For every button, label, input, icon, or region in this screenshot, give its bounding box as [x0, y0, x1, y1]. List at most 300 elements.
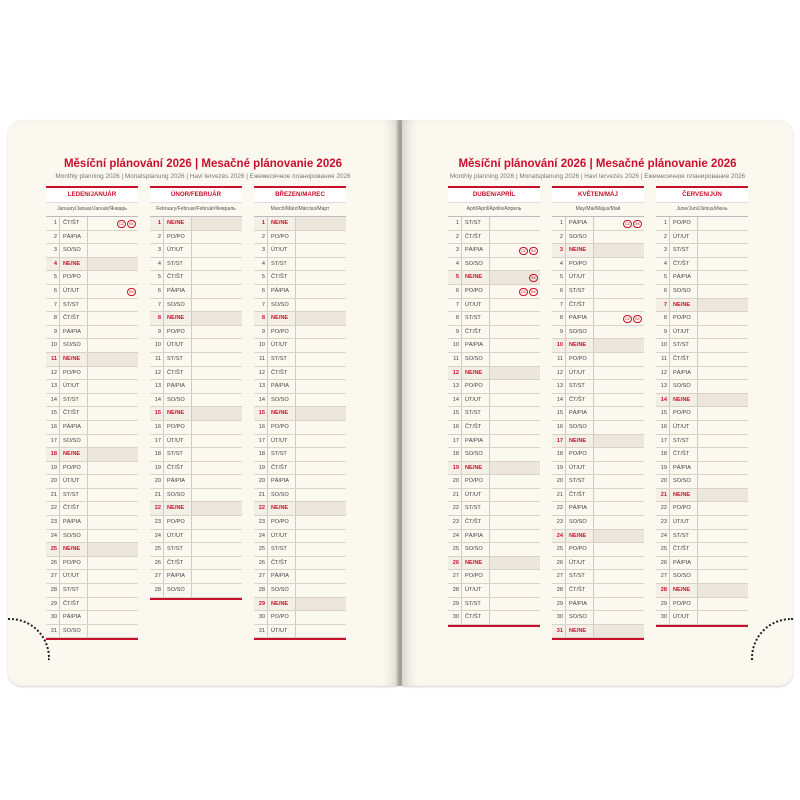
- note-cell[interactable]: [594, 326, 644, 339]
- day-number: 6: [150, 285, 164, 298]
- note-cell[interactable]: [296, 312, 346, 325]
- holiday-badge: SK: [634, 317, 640, 322]
- note-cell[interactable]: [698, 530, 748, 543]
- weekday-label: SO/SO: [670, 380, 698, 393]
- day-number: 15: [656, 407, 670, 420]
- day-number: 28: [552, 584, 566, 597]
- note-cell[interactable]: [296, 271, 346, 284]
- note-cell[interactable]: [698, 299, 748, 312]
- day-number: 15: [254, 407, 268, 420]
- weekday-label: NE/NE: [60, 353, 88, 366]
- note-cell[interactable]: [698, 339, 748, 352]
- day-number: 25: [46, 543, 60, 556]
- note-cell[interactable]: [296, 353, 346, 366]
- note-cell[interactable]: [490, 217, 540, 230]
- note-cell[interactable]: [88, 285, 138, 298]
- month-column: [448, 186, 540, 627]
- note-cell[interactable]: [88, 462, 138, 475]
- note-cell[interactable]: [192, 312, 242, 325]
- note-cell[interactable]: [88, 625, 138, 638]
- note-cell[interactable]: [594, 598, 644, 611]
- day-row: [254, 543, 346, 557]
- day-row: [656, 258, 748, 272]
- note-cell[interactable]: [296, 407, 346, 420]
- day-number: 28: [656, 584, 670, 597]
- note-cell[interactable]: [490, 543, 540, 556]
- day-row: [656, 557, 748, 571]
- note-cell[interactable]: [594, 584, 644, 597]
- note-cell[interactable]: [698, 244, 748, 257]
- note-cell[interactable]: [192, 516, 242, 529]
- note-cell[interactable]: [296, 516, 346, 529]
- day-number: 3: [254, 244, 268, 257]
- month-name: ČERVEN/JÚN: [656, 186, 748, 202]
- note-cell[interactable]: [192, 258, 242, 271]
- weekday-label: NE/NE: [60, 448, 88, 461]
- weekday-label: PÁ/PIA: [60, 611, 88, 624]
- note-cell[interactable]: [88, 380, 138, 393]
- note-cell[interactable]: [296, 299, 346, 312]
- weekday-label: SO/SO: [164, 394, 192, 407]
- weekday-label: PÁ/PIA: [60, 231, 88, 244]
- note-cell[interactable]: [296, 394, 346, 407]
- day-number: 5: [552, 271, 566, 284]
- note-cell[interactable]: [88, 598, 138, 611]
- day-number: 16: [552, 421, 566, 434]
- note-cell[interactable]: [698, 502, 748, 515]
- note-cell[interactable]: [88, 394, 138, 407]
- note-cell[interactable]: [296, 326, 346, 339]
- note-cell[interactable]: [88, 244, 138, 257]
- weekday-label: PO/PO: [670, 407, 698, 420]
- day-row: [46, 475, 138, 489]
- day-number: 18: [448, 448, 462, 461]
- note-cell[interactable]: [594, 271, 644, 284]
- note-cell[interactable]: [88, 312, 138, 325]
- note-cell[interactable]: [698, 353, 748, 366]
- note-cell[interactable]: [192, 394, 242, 407]
- day-row: [46, 394, 138, 408]
- note-cell[interactable]: [296, 462, 346, 475]
- note-cell[interactable]: [698, 312, 748, 325]
- note-cell[interactable]: [490, 285, 540, 298]
- note-cell[interactable]: [594, 516, 644, 529]
- note-cell[interactable]: [698, 611, 748, 624]
- weekday-label: SO/SO: [60, 530, 88, 543]
- day-row: [656, 394, 748, 408]
- note-cell[interactable]: [192, 584, 242, 597]
- note-cell[interactable]: [698, 380, 748, 393]
- note-cell[interactable]: [594, 231, 644, 244]
- note-cell[interactable]: [594, 475, 644, 488]
- note-cell[interactable]: [490, 326, 540, 339]
- note-cell[interactable]: [698, 462, 748, 475]
- note-cell[interactable]: [192, 339, 242, 352]
- note-cell[interactable]: [594, 557, 644, 570]
- note-cell[interactable]: [594, 421, 644, 434]
- note-cell[interactable]: [192, 244, 242, 257]
- day-number: 18: [656, 448, 670, 461]
- note-cell[interactable]: [594, 489, 644, 502]
- day-number: 26: [46, 557, 60, 570]
- day-row: [656, 570, 748, 584]
- note-cell[interactable]: [88, 516, 138, 529]
- note-cell[interactable]: [594, 217, 644, 230]
- note-cell[interactable]: [698, 231, 748, 244]
- day-row: [552, 570, 644, 584]
- note-cell[interactable]: [594, 299, 644, 312]
- day-row: [150, 258, 242, 272]
- note-cell[interactable]: [296, 244, 346, 257]
- note-cell[interactable]: [88, 489, 138, 502]
- note-cell[interactable]: [490, 584, 540, 597]
- month-bottom-rule: [552, 638, 644, 640]
- day-number: 19: [656, 462, 670, 475]
- day-number: 10: [150, 339, 164, 352]
- day-number: 24: [254, 530, 268, 543]
- note-cell[interactable]: [594, 435, 644, 448]
- note-cell[interactable]: [698, 448, 748, 461]
- weekday-label: NE/NE: [462, 557, 490, 570]
- note-cell[interactable]: [594, 448, 644, 461]
- note-cell[interactable]: [192, 217, 242, 230]
- note-cell[interactable]: [490, 394, 540, 407]
- note-cell[interactable]: [490, 353, 540, 366]
- note-cell[interactable]: [192, 353, 242, 366]
- note-cell[interactable]: [88, 258, 138, 271]
- day-number: 2: [150, 231, 164, 244]
- note-cell[interactable]: [192, 326, 242, 339]
- day-row: [150, 502, 242, 516]
- note-cell[interactable]: [490, 570, 540, 583]
- note-cell[interactable]: [490, 462, 540, 475]
- note-cell[interactable]: [296, 380, 346, 393]
- note-cell[interactable]: [594, 625, 644, 638]
- note-cell[interactable]: [490, 231, 540, 244]
- day-row: [656, 475, 748, 489]
- weekday-label: ÚT/UT: [670, 611, 698, 624]
- note-cell[interactable]: [88, 271, 138, 284]
- note-cell[interactable]: [192, 271, 242, 284]
- note-cell[interactable]: [192, 502, 242, 515]
- note-cell[interactable]: [192, 435, 242, 448]
- weekday-label: ČT/ŠT: [462, 611, 490, 624]
- note-cell[interactable]: [490, 516, 540, 529]
- note-cell[interactable]: [192, 489, 242, 502]
- note-cell[interactable]: [594, 462, 644, 475]
- note-cell[interactable]: [490, 448, 540, 461]
- note-cell[interactable]: [698, 217, 748, 230]
- day-number: 27: [448, 570, 462, 583]
- day-number: 15: [46, 407, 60, 420]
- note-cell[interactable]: [594, 312, 644, 325]
- weekday-label: ST/ST: [462, 407, 490, 420]
- note-cell[interactable]: [88, 407, 138, 420]
- month-bottom-rule: [448, 625, 540, 627]
- note-cell[interactable]: [192, 448, 242, 461]
- note-cell[interactable]: [594, 244, 644, 257]
- day-row: [448, 339, 540, 353]
- month-translations: April/April/Április/Апрель: [448, 202, 540, 217]
- note-cell[interactable]: [88, 367, 138, 380]
- weekday-label: ÚT/UT: [60, 285, 88, 298]
- note-cell[interactable]: [192, 570, 242, 583]
- day-number: 6: [448, 285, 462, 298]
- weekday-label: SO/SO: [164, 299, 192, 312]
- note-cell[interactable]: [698, 326, 748, 339]
- note-cell[interactable]: [594, 407, 644, 420]
- note-cell[interactable]: [698, 489, 748, 502]
- note-cell[interactable]: [88, 475, 138, 488]
- day-number: 9: [656, 326, 670, 339]
- day-row: [448, 407, 540, 421]
- day-number: 10: [46, 339, 60, 352]
- note-cell[interactable]: [296, 598, 346, 611]
- day-row: [46, 448, 138, 462]
- note-cell[interactable]: [88, 326, 138, 339]
- note-cell[interactable]: [698, 516, 748, 529]
- note-cell[interactable]: [594, 611, 644, 624]
- note-cell[interactable]: [88, 543, 138, 556]
- day-row: [254, 353, 346, 367]
- note-cell[interactable]: [296, 367, 346, 380]
- day-row: [150, 435, 242, 449]
- day-number: 23: [552, 516, 566, 529]
- note-cell[interactable]: [698, 285, 748, 298]
- day-number: 9: [552, 326, 566, 339]
- weekday-label: ST/ST: [164, 543, 192, 556]
- note-cell[interactable]: [192, 285, 242, 298]
- day-number: 22: [46, 502, 60, 515]
- note-cell[interactable]: [88, 421, 138, 434]
- note-cell[interactable]: [490, 435, 540, 448]
- note-cell[interactable]: [490, 530, 540, 543]
- note-cell[interactable]: [490, 421, 540, 434]
- note-cell[interactable]: [490, 367, 540, 380]
- note-cell[interactable]: [698, 543, 748, 556]
- note-cell[interactable]: [490, 502, 540, 515]
- day-row: [656, 489, 748, 503]
- note-cell[interactable]: [698, 394, 748, 407]
- note-cell[interactable]: [88, 570, 138, 583]
- note-cell[interactable]: [296, 611, 346, 624]
- note-cell[interactable]: [490, 380, 540, 393]
- note-cell[interactable]: [192, 543, 242, 556]
- note-cell[interactable]: [490, 407, 540, 420]
- note-cell[interactable]: [88, 584, 138, 597]
- day-row: [656, 530, 748, 544]
- note-cell[interactable]: [88, 353, 138, 366]
- note-cell[interactable]: [490, 598, 540, 611]
- note-cell[interactable]: [490, 475, 540, 488]
- note-cell[interactable]: [192, 407, 242, 420]
- day-row: [448, 475, 540, 489]
- day-row: [448, 435, 540, 449]
- weekday-label: ČT/ŠT: [268, 462, 296, 475]
- day-number: 30: [656, 611, 670, 624]
- day-row: [254, 502, 346, 516]
- note-cell[interactable]: [88, 339, 138, 352]
- note-cell[interactable]: [296, 231, 346, 244]
- note-cell[interactable]: [594, 543, 644, 556]
- note-cell[interactable]: [594, 367, 644, 380]
- day-row: [150, 516, 242, 530]
- day-row: [552, 611, 644, 625]
- weekday-label: PÁ/PIA: [670, 557, 698, 570]
- note-cell[interactable]: [192, 557, 242, 570]
- note-cell[interactable]: [490, 557, 540, 570]
- note-cell[interactable]: [88, 502, 138, 515]
- day-number: 29: [254, 598, 268, 611]
- weekday-label: ST/ST: [164, 448, 192, 461]
- note-cell[interactable]: [698, 258, 748, 271]
- day-number: 23: [656, 516, 670, 529]
- day-row: [656, 367, 748, 381]
- day-number: 20: [656, 475, 670, 488]
- note-cell[interactable]: [594, 570, 644, 583]
- note-cell[interactable]: [698, 421, 748, 434]
- note-cell[interactable]: [296, 339, 346, 352]
- note-cell[interactable]: [490, 611, 540, 624]
- note-cell[interactable]: [490, 258, 540, 271]
- note-cell[interactable]: [192, 231, 242, 244]
- day-row: [254, 530, 346, 544]
- day-row: [254, 312, 346, 326]
- note-cell[interactable]: [192, 299, 242, 312]
- day-number: 2: [254, 231, 268, 244]
- weekday-label: SO/SO: [462, 353, 490, 366]
- day-number: 16: [448, 421, 462, 434]
- day-number: 11: [552, 353, 566, 366]
- note-cell[interactable]: [296, 570, 346, 583]
- note-cell[interactable]: [296, 543, 346, 556]
- day-number: 2: [552, 231, 566, 244]
- note-cell[interactable]: [594, 394, 644, 407]
- note-cell[interactable]: [296, 285, 346, 298]
- weekday-label: PÁ/PIA: [60, 516, 88, 529]
- day-row: [552, 584, 644, 598]
- day-row: [150, 231, 242, 245]
- note-cell[interactable]: [192, 421, 242, 434]
- day-number: 27: [46, 570, 60, 583]
- note-cell[interactable]: [698, 271, 748, 284]
- weekday-label: SO/SO: [60, 339, 88, 352]
- weekday-label: ČT/ŠT: [60, 407, 88, 420]
- note-cell[interactable]: [594, 502, 644, 515]
- note-cell[interactable]: [296, 217, 346, 230]
- weekday-label: PO/PO: [670, 312, 698, 325]
- note-cell[interactable]: [296, 502, 346, 515]
- note-cell[interactable]: [88, 557, 138, 570]
- note-cell[interactable]: [490, 339, 540, 352]
- note-cell[interactable]: [296, 625, 346, 638]
- note-cell[interactable]: [490, 312, 540, 325]
- note-cell[interactable]: [296, 475, 346, 488]
- weekday-label: PÁ/PIA: [164, 285, 192, 298]
- note-cell[interactable]: [192, 530, 242, 543]
- day-row: [46, 462, 138, 476]
- day-row: [150, 543, 242, 557]
- note-cell[interactable]: [594, 339, 644, 352]
- note-cell[interactable]: [88, 231, 138, 244]
- day-number: 16: [46, 421, 60, 434]
- note-cell[interactable]: [698, 367, 748, 380]
- note-cell[interactable]: [296, 584, 346, 597]
- note-cell[interactable]: [490, 299, 540, 312]
- note-cell[interactable]: [296, 258, 346, 271]
- weekday-label: SO/SO: [164, 584, 192, 597]
- day-number: 20: [552, 475, 566, 488]
- note-cell[interactable]: [490, 489, 540, 502]
- day-number: 8: [150, 312, 164, 325]
- weekday-label: PÁ/PIA: [164, 475, 192, 488]
- day-row: [254, 231, 346, 245]
- day-row: [448, 570, 540, 584]
- note-cell[interactable]: [698, 570, 748, 583]
- note-cell[interactable]: [698, 598, 748, 611]
- weekday-label: ČT/ŠT: [670, 543, 698, 556]
- note-cell[interactable]: [296, 557, 346, 570]
- day-row: [46, 380, 138, 394]
- weekday-label: ST/ST: [670, 244, 698, 257]
- note-cell[interactable]: [296, 421, 346, 434]
- day-row: [448, 543, 540, 557]
- note-cell[interactable]: [296, 489, 346, 502]
- note-cell[interactable]: [88, 435, 138, 448]
- note-cell[interactable]: [490, 244, 540, 257]
- note-cell[interactable]: [192, 462, 242, 475]
- day-row: [150, 326, 242, 340]
- day-number: 5: [46, 271, 60, 284]
- day-row: [46, 258, 138, 272]
- note-cell[interactable]: [88, 611, 138, 624]
- day-row: [46, 625, 138, 639]
- note-cell[interactable]: [490, 271, 540, 284]
- note-cell[interactable]: [594, 380, 644, 393]
- note-cell[interactable]: [594, 353, 644, 366]
- note-cell[interactable]: [88, 530, 138, 543]
- day-number: 26: [254, 557, 268, 570]
- note-cell[interactable]: [192, 475, 242, 488]
- day-number: 29: [656, 598, 670, 611]
- note-cell[interactable]: [594, 285, 644, 298]
- note-cell[interactable]: [698, 435, 748, 448]
- note-cell[interactable]: [296, 448, 346, 461]
- day-number: 8: [448, 312, 462, 325]
- day-row: [150, 448, 242, 462]
- note-cell[interactable]: [698, 475, 748, 488]
- note-cell[interactable]: [88, 217, 138, 230]
- weekday-label: PO/PO: [462, 475, 490, 488]
- weekday-label: ST/ST: [462, 312, 490, 325]
- day-row: [254, 394, 346, 408]
- note-cell[interactable]: [88, 448, 138, 461]
- note-cell[interactable]: [296, 530, 346, 543]
- note-cell[interactable]: [192, 367, 242, 380]
- note-cell[interactable]: [88, 299, 138, 312]
- weekday-label: ČT/ŠT: [462, 326, 490, 339]
- weekday-label: PÁ/PIA: [164, 570, 192, 583]
- note-cell[interactable]: [698, 407, 748, 420]
- note-cell[interactable]: [296, 435, 346, 448]
- note-cell[interactable]: [192, 380, 242, 393]
- note-cell[interactable]: [594, 530, 644, 543]
- day-number: 7: [448, 299, 462, 312]
- note-cell[interactable]: [698, 584, 748, 597]
- note-cell[interactable]: [594, 258, 644, 271]
- day-number: 14: [448, 394, 462, 407]
- note-cell[interactable]: [698, 557, 748, 570]
